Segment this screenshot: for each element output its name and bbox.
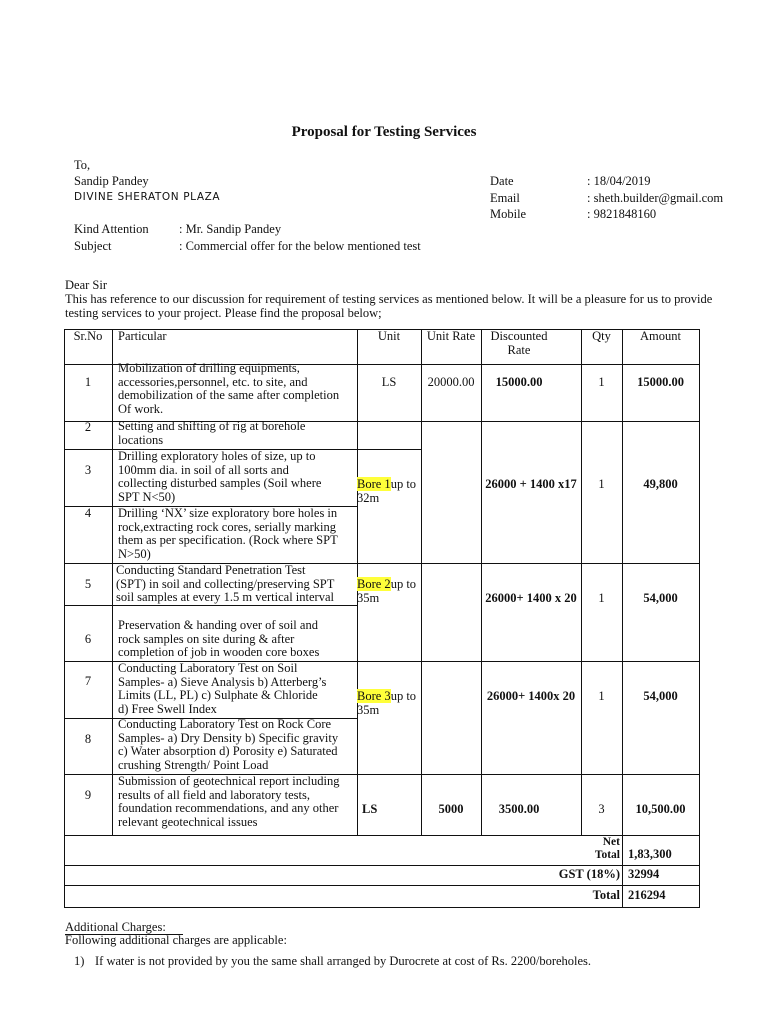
row-1-discounted-rate: 15000.00 xyxy=(495,375,543,389)
particular-line: Drilling exploratory holes of size, up to xyxy=(118,449,316,463)
row-7-srno: 7 xyxy=(84,674,92,688)
row-9-unit-rate: 5000 xyxy=(438,802,464,816)
row-5-particular xyxy=(116,564,334,605)
row-9-amount: 10,500.00 xyxy=(635,802,686,816)
group-2-qty: 1 xyxy=(598,591,605,605)
net-total-label xyxy=(560,836,620,862)
particular-line: them as per specification. (Rock where SPT xyxy=(118,533,338,548)
particular-line: 100mm dia. in soil of all sorts and xyxy=(118,462,289,477)
grid-line xyxy=(421,329,422,835)
row-1-amount: 15000.00 xyxy=(637,375,684,389)
group-1-discounted-rate: 26000 + 1400 x17 xyxy=(485,477,577,491)
additional-charges-intro: Following additional charges are applicable: xyxy=(65,933,287,947)
particular-line: Samples- a) Dry Density b) Specific gravity xyxy=(118,730,339,745)
net-total-label-line: Net xyxy=(602,836,620,848)
row-3-particular xyxy=(118,450,321,505)
subject-value: : Commercial offer for the below mentioned test xyxy=(179,239,421,253)
intro-line-2: testing services to your project. Please find the proposal below; xyxy=(65,306,382,320)
col-header-qty: Qty xyxy=(592,329,611,343)
subject-label: Subject xyxy=(74,239,112,253)
date-value: : 18/04/2019 xyxy=(587,174,651,188)
group-1-unit-line-1 xyxy=(357,478,416,492)
row-9-discounted-rate: 3500.00 xyxy=(498,802,540,816)
col-header-discounted-rate: Rate xyxy=(507,343,531,357)
group-2-amount: 54,000 xyxy=(643,591,678,605)
row-4-srno: 4 xyxy=(84,506,92,520)
col-header-unit-rate: Unit Rate xyxy=(426,329,476,343)
row-5-srno: 5 xyxy=(84,577,92,591)
particular-line: foundation recommendations, and any other xyxy=(118,801,339,816)
row-2-srno: 2 xyxy=(84,420,92,434)
row-9-qty: 3 xyxy=(598,802,605,816)
to-label: To, xyxy=(74,158,91,172)
particular-line: Of work. xyxy=(118,402,164,417)
date-label: Date xyxy=(490,174,514,188)
row-1-particular xyxy=(118,362,339,417)
particular-line: collecting disturbed samples (Soil where xyxy=(118,476,322,491)
greeting: Dear Sir xyxy=(65,278,107,292)
bore-highlight: Bore 1 xyxy=(357,477,391,491)
particular-line: completion of job in wooden core boxes xyxy=(118,645,320,660)
mobile-label: Mobile xyxy=(490,207,527,221)
particular-line: Conducting Standard Penetration Test xyxy=(116,563,306,577)
gst-value: 32994 xyxy=(628,867,660,881)
bore-highlight: Bore 2 xyxy=(357,577,391,591)
row-8-particular xyxy=(118,718,338,773)
particular-line: accessories,personnel, etc. to site, and xyxy=(118,374,308,389)
grid-line xyxy=(64,865,700,866)
recipient-name: Sandip Pandey xyxy=(74,174,149,188)
particular-line: locations xyxy=(118,432,164,447)
grid-line xyxy=(64,907,700,908)
mobile-value: : 9821848160 xyxy=(587,207,657,221)
particular-line: rock,extracting rock cores, serially marking xyxy=(118,519,336,534)
particular-line: Limits (LL, PL) c) Sulphate & Chloride xyxy=(118,688,318,703)
grid-line xyxy=(699,329,700,907)
row-1-unit-rate: 20000.00 xyxy=(427,375,475,389)
grand-total-label: Total xyxy=(592,888,620,902)
particular-line: c) Water absorption d) Porosity e) Saturated xyxy=(118,744,338,759)
row-1-srno: 1 xyxy=(84,375,92,389)
group-1-amount: 49,800 xyxy=(643,477,678,491)
unit-text: up to xyxy=(390,577,417,591)
intro-line-1: This has reference to our discussion for requirement of testing services as mentioned below. It will be a pleasure for us to provide xyxy=(65,292,713,306)
attention-value: : Mr. Sandip Pandey xyxy=(179,222,282,236)
email-value: : sheth.builder@gmail.com xyxy=(587,191,724,205)
additional-item-1-number: 1) xyxy=(74,954,85,968)
particular-line: Setting and shifting of rig at borehole xyxy=(118,419,306,433)
group-3-discounted-rate: 26000+ 1400x 20 xyxy=(486,689,576,703)
particular-line: Preservation & handing over of soil and xyxy=(118,618,318,632)
group-2-discounted-rate: 26000+ 1400 x 20 xyxy=(485,591,577,605)
row-9-particular xyxy=(118,775,339,830)
row-8-srno: 8 xyxy=(84,732,92,746)
col-header-discounted: Discounted xyxy=(490,329,548,343)
bore-highlight: Bore 3 xyxy=(357,689,391,703)
grid-line xyxy=(112,329,113,835)
particular-line: rock samples on site during & after xyxy=(118,631,295,646)
group-3-unit xyxy=(357,690,416,717)
particular-line: demobilization of the same after completion xyxy=(118,388,340,403)
grid-line xyxy=(581,329,582,835)
col-header-particular: Particular xyxy=(118,329,167,343)
group-3-qty: 1 xyxy=(598,689,605,703)
col-header-amount: Amount xyxy=(640,329,681,343)
group-2-unit-line-1 xyxy=(357,578,416,592)
group-1-unit xyxy=(357,478,416,505)
page-title: Proposal for Testing Services xyxy=(291,124,477,140)
group-1-unit-line-2: 32m xyxy=(357,490,380,505)
particular-line: relevant geotechnical issues xyxy=(118,815,258,830)
row-2-particular xyxy=(118,420,305,447)
net-total-value: 1,83,300 xyxy=(628,847,672,861)
particular-line: Drilling ‘NX’ size exploratory bore holes in xyxy=(118,506,338,520)
row-1-qty: 1 xyxy=(598,375,605,389)
row-6-particular xyxy=(118,619,319,660)
row-9-srno: 9 xyxy=(84,788,92,802)
row-7-particular xyxy=(118,662,326,717)
particular-line: Conducting Laboratory Test on Soil xyxy=(118,661,298,675)
particular-line: Conducting Laboratory Test on Rock Core xyxy=(118,717,332,731)
unit-text: up to xyxy=(390,477,417,491)
row-3-srno: 3 xyxy=(84,463,92,477)
grand-total-value: 216294 xyxy=(628,888,666,902)
group-3-unit-line-1 xyxy=(357,690,416,704)
particular-line: crushing Strength/ Point Load xyxy=(118,758,269,773)
particular-line: SPT N<50) xyxy=(118,490,176,505)
grid-line xyxy=(64,605,357,606)
gst-label: GST (18%) xyxy=(558,867,620,881)
particular-line: Mobilization of drilling equipments, xyxy=(118,361,300,375)
particular-line: (SPT) in soil and collecting/preserving SPT xyxy=(116,576,335,591)
col-header-srno: Sr.No xyxy=(73,329,103,343)
net-total-label-line: Total xyxy=(594,849,620,861)
group-1-qty: 1 xyxy=(598,477,605,491)
particular-line: Submission of geotechnical report including xyxy=(118,774,340,788)
col-header-unit: Unit xyxy=(377,329,401,343)
attention-label: Kind Attention xyxy=(74,222,149,236)
unit-text: up to xyxy=(390,689,417,703)
row-4-particular xyxy=(118,507,338,562)
group-2-unit-line-2: 35m xyxy=(357,590,380,605)
group-3-unit-line-2: 35m xyxy=(357,702,380,717)
particular-line: d) Free Swell Index xyxy=(118,702,217,717)
particular-line: results of all field and laboratory tests, xyxy=(118,787,310,802)
row-1-unit: LS xyxy=(381,375,397,389)
additional-item-1-text: If water is not provided by you the same shall arranged by Durocrete at cost of Rs. 2200/boreholes. xyxy=(95,954,592,968)
group-2-unit xyxy=(357,578,416,605)
particular-line: Samples- a) Sieve Analysis b) Atterberg’s xyxy=(118,674,327,689)
grid-line xyxy=(622,329,623,907)
grid-line xyxy=(64,885,700,886)
row-9-unit: LS xyxy=(362,802,378,816)
email-label: Email xyxy=(490,191,520,205)
row-6-srno: 6 xyxy=(84,632,92,646)
group-3-amount: 54,000 xyxy=(643,689,678,703)
grid-line xyxy=(64,329,65,907)
additional-charges-heading: Additional Charges: xyxy=(65,920,166,934)
recipient-company: DIVINE SHERATON PLAZA xyxy=(74,191,221,203)
grid-line xyxy=(481,329,482,835)
particular-line: N>50) xyxy=(118,547,151,562)
particular-line: soil samples at every 1.5 m vertical interval xyxy=(116,590,334,605)
